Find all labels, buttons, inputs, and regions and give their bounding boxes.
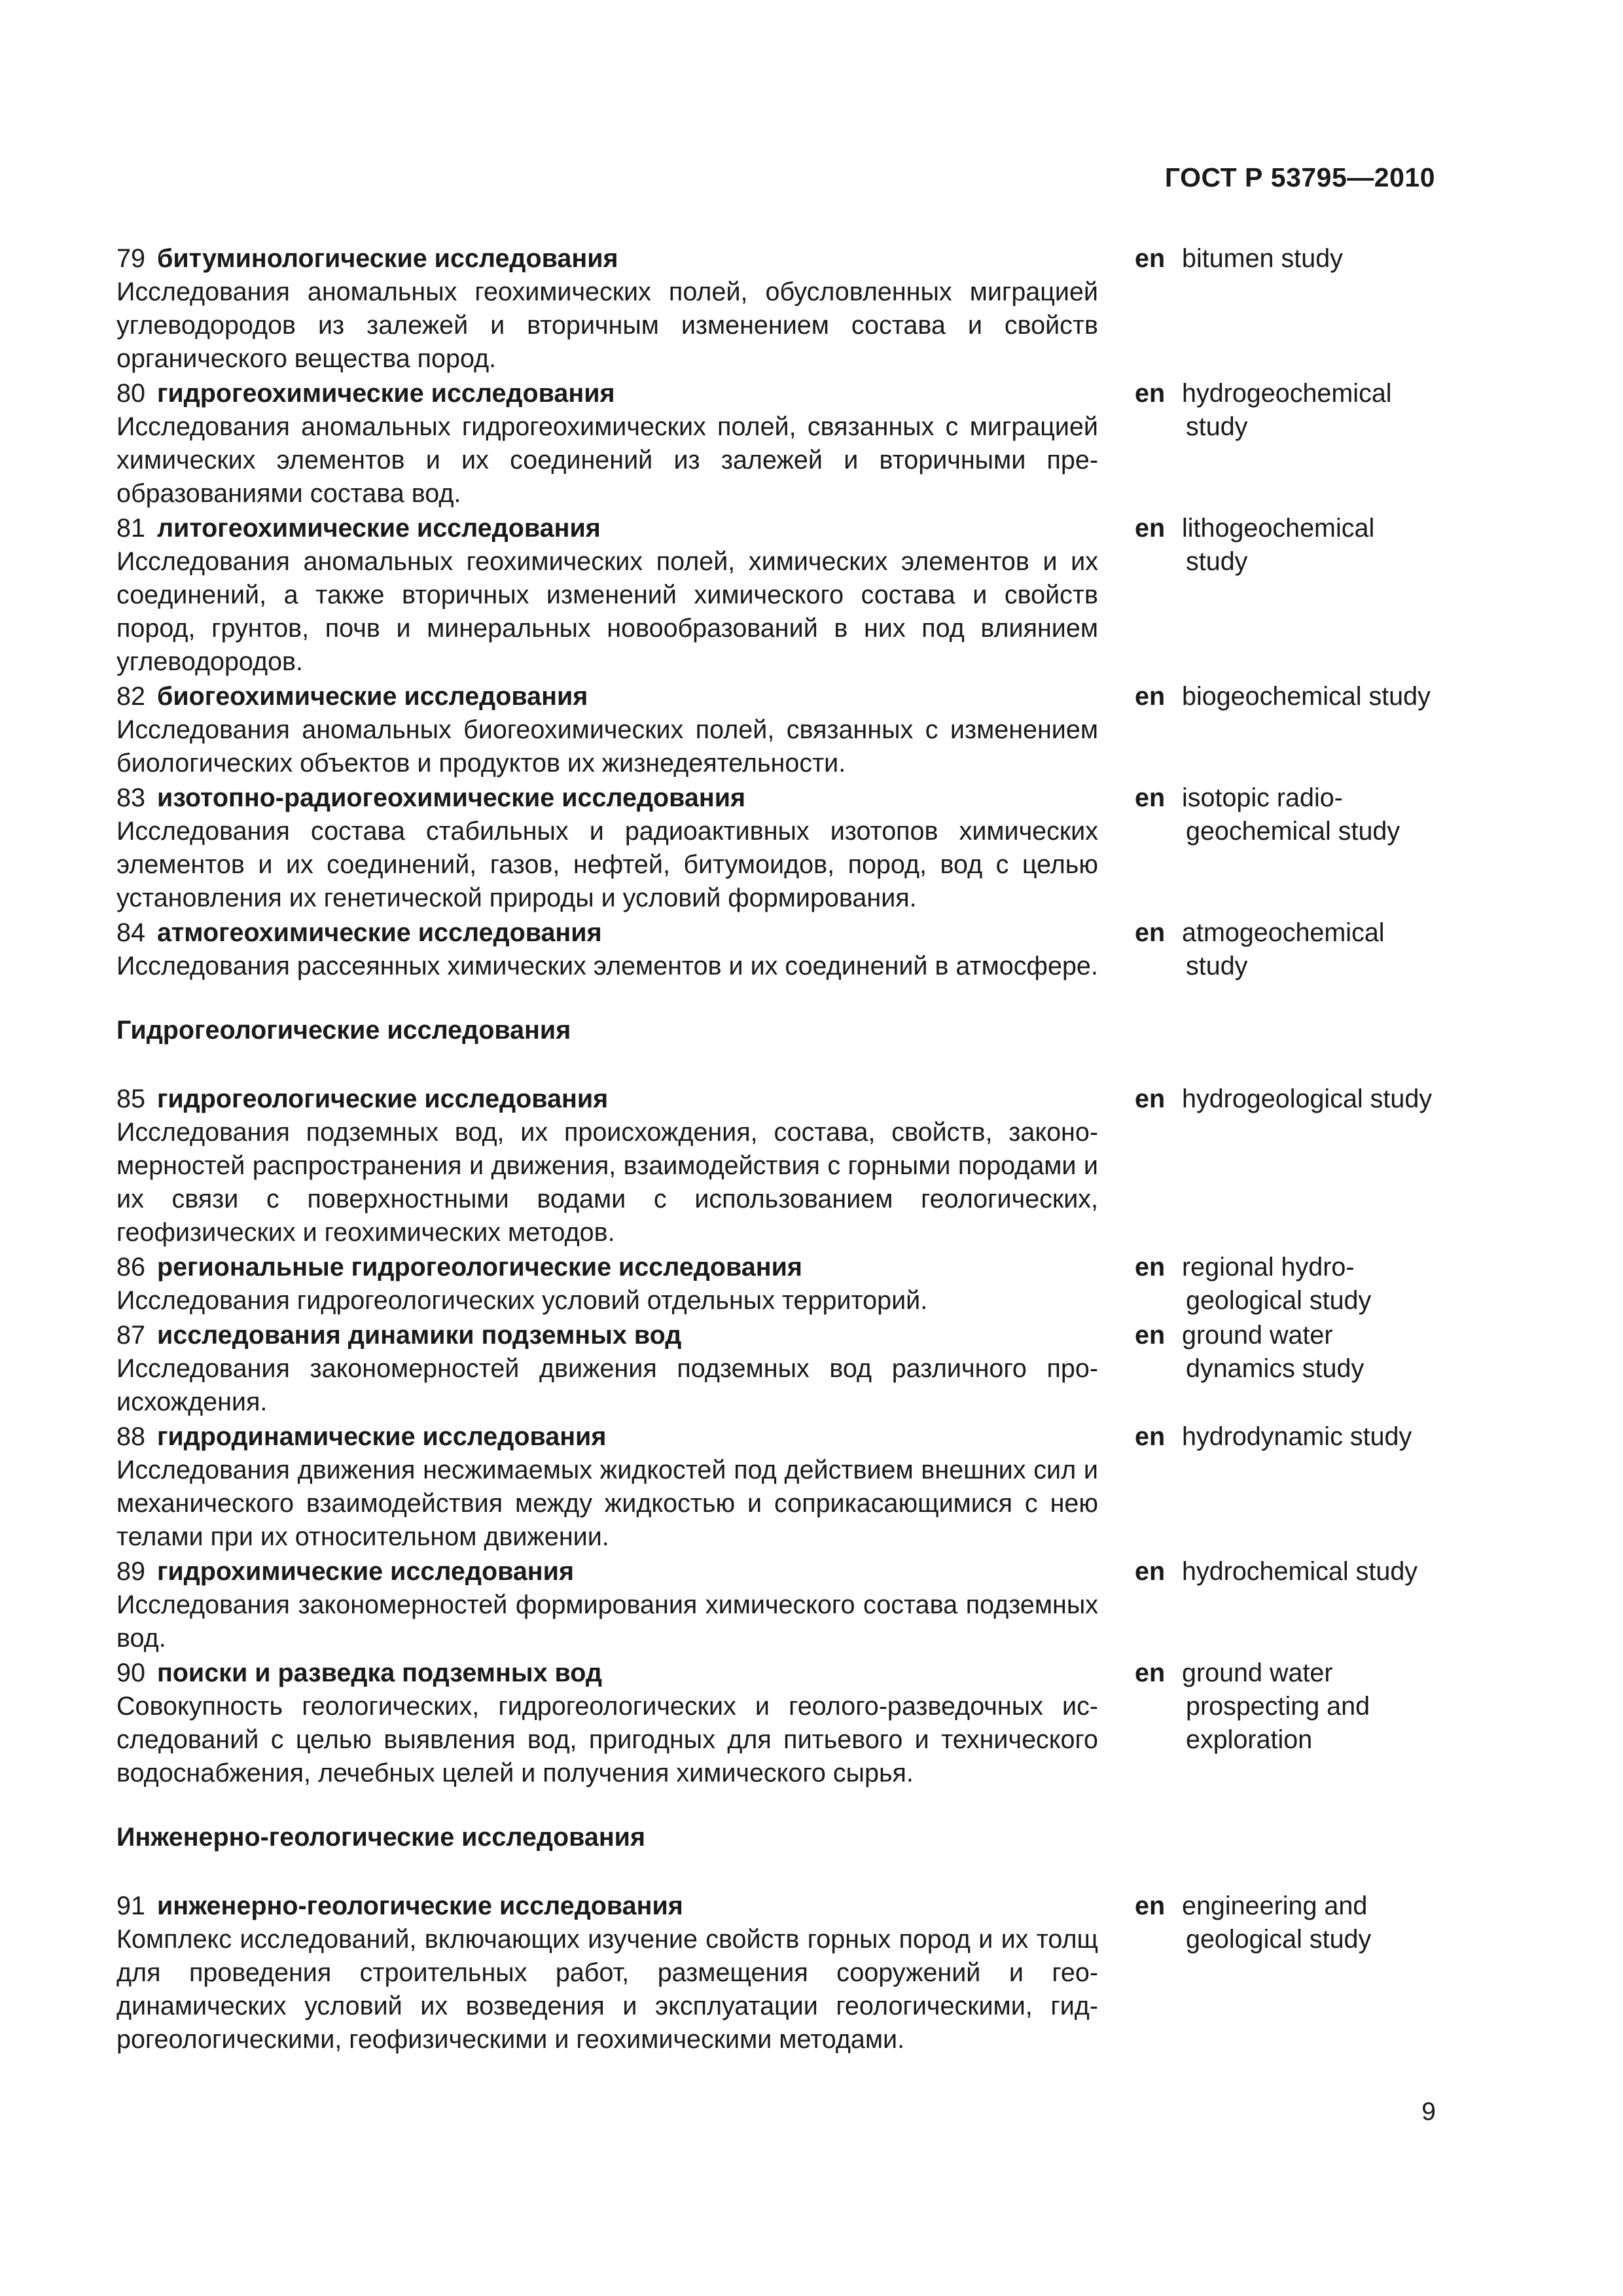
term-title: изотопно-радиогеохимические исследования: [156, 783, 746, 812]
english-term-line: geological study: [1186, 1925, 1372, 1954]
english-term-line: hydrodynamic study: [1182, 1422, 1412, 1451]
term-entry: [116, 242, 1452, 376]
english-term-line: geochemical study: [1186, 817, 1400, 846]
term-definition: Комплекс исследований, включающих изучение свойств горных пород и их толщ для проведения строительных работ, размещения сооружений и геодинамических условий их возведения и эксплуатации геологическими, гидрогеологическими, геофизическими и геохимическими методами.: [116, 1925, 1098, 2054]
term-definition: Исследования состава стабильных и радиоактивных изотопов химических элементов и их соединений, газов, нефтей, битумоидов, пород, вод с целью установления их генетической природы и условий формирования.: [116, 817, 1098, 912]
term-entry: [116, 1420, 1452, 1554]
term-title: гидрогеологические исследования: [156, 1085, 609, 1113]
english-term-line: ground water: [1182, 1321, 1333, 1350]
term-number: 89: [116, 1557, 145, 1586]
term-definition: Исследования гидрогеологических условий отдельных территорий.: [116, 1286, 928, 1315]
term-number: 85: [116, 1085, 145, 1113]
term-title: поиски и разведка подземных вод: [156, 1659, 602, 1687]
term-number: 88: [116, 1422, 145, 1451]
term-entry: [116, 916, 1452, 983]
english-equivalent: [1135, 1251, 1452, 1318]
english-term: [1182, 377, 1452, 511]
english-term: [1182, 680, 1452, 780]
term-title: гидрогеохимические исследования: [156, 379, 615, 408]
term-entry: [116, 1251, 1452, 1318]
term-title: атмогеохимические исследования: [156, 918, 602, 947]
term-definition: Исследования аномальных гидрогеохимических полей, связанных с миграцией химических элементов и их соединений из залежей и вторичными преобразованиями состава вод.: [116, 412, 1098, 508]
term-definition: Исследования закономерностей движения подземных вод различного происхождения.: [116, 1354, 1098, 1416]
english-term-line: engineering and: [1182, 1892, 1368, 1920]
term-title: литогеохимические исследования: [156, 514, 601, 543]
term-number: 81: [116, 514, 145, 543]
english-term: [1182, 1555, 1452, 1655]
term-number: 84: [116, 918, 145, 947]
language-code: en: [1135, 379, 1166, 408]
english-equivalent: [1135, 781, 1452, 915]
term-body: [116, 1251, 1098, 1318]
term-definition: Исследования подземных вод, их происхождения, состава, свойств, закономерностей распространения и движения, взаимодействия с горными породами и их связи с поверхностными водами с использованием геологических, геофизических и геохимических методов.: [116, 1118, 1098, 1247]
term-definition: Исследования рассеянных химических элементов и их соединений в атмосфере.: [116, 952, 1098, 980]
english-term-line: ground water: [1182, 1659, 1333, 1687]
term-title: гидрохимические исследования: [156, 1557, 574, 1586]
english-term-line: bitumen study: [1182, 244, 1343, 273]
term-number: 82: [116, 682, 145, 711]
term-number: 79: [116, 244, 145, 273]
english-term: [1182, 916, 1452, 983]
english-term: [1182, 781, 1452, 915]
english-equivalent: [1135, 916, 1452, 983]
english-equivalent: [1135, 377, 1452, 511]
term-entry: [116, 512, 1452, 679]
english-equivalent: [1135, 512, 1452, 679]
english-term-line: lithogeochemical: [1182, 514, 1375, 543]
language-code: en: [1135, 1085, 1166, 1113]
term-body: [116, 781, 1098, 915]
term-title: исследования динамики подземных вод: [156, 1321, 682, 1350]
term-body: [116, 1555, 1098, 1655]
english-term-line: prospecting and: [1186, 1692, 1370, 1721]
language-code: en: [1135, 783, 1166, 812]
term-entry: [116, 781, 1452, 915]
term-body: [116, 680, 1098, 780]
term-number: 83: [116, 783, 145, 812]
term-entry: [116, 1555, 1452, 1655]
section-heading: Инженерно-геологические исследования: [116, 1823, 646, 1852]
english-term: [1182, 1251, 1452, 1318]
term-title: региональные гидрогеологические исследования: [156, 1253, 802, 1282]
english-term: [1182, 1083, 1452, 1249]
term-definition: Исследования движения несжимаемых жидкостей под действием внешних сил и механического взаимодействия между жидкостью и соприкасающимися с нею телами при их относительном движении.: [116, 1456, 1098, 1551]
english-term-line: atmogeochemical: [1182, 918, 1385, 947]
term-entry: [116, 1319, 1452, 1419]
term-body: [116, 1890, 1098, 2056]
language-code: en: [1135, 244, 1166, 273]
english-term: [1182, 242, 1452, 376]
english-equivalent: [1135, 680, 1452, 780]
english-term-line: study: [1186, 952, 1248, 980]
term-entry: [116, 1083, 1452, 1249]
term-number: 90: [116, 1659, 145, 1687]
term-body: [116, 1083, 1098, 1249]
english-equivalent: [1135, 1083, 1452, 1249]
term-number: 91: [116, 1892, 145, 1920]
language-code: en: [1135, 1892, 1166, 1920]
term-body: [116, 916, 1098, 983]
language-code: en: [1135, 1321, 1166, 1350]
terms-content: [116, 242, 1452, 2058]
term-body: [116, 1319, 1098, 1419]
term-entry: [116, 680, 1452, 780]
term-body: [116, 242, 1098, 376]
term-number: 80: [116, 379, 145, 408]
page-number: 9: [1421, 2098, 1436, 2126]
term-definition: Исследования аномальных геохимических полей, обусловленных миграцией углеводородов из залежей и вторичным изменением состава и свойств органического вещества пород.: [116, 278, 1098, 373]
section-heading: Гидрогеологические исследования: [116, 1016, 571, 1045]
term-entry: [116, 1890, 1452, 2056]
document-header: ГОСТ Р 53795—2010: [1164, 162, 1435, 192]
language-code: en: [1135, 918, 1166, 947]
term-number: 86: [116, 1253, 145, 1282]
english-term-line: study: [1186, 547, 1248, 576]
term-entry: [116, 1657, 1452, 1790]
english-term-line: hydrogeological study: [1182, 1085, 1433, 1113]
english-term: [1182, 1657, 1452, 1790]
english-term-line: biogeochemical study: [1182, 682, 1431, 711]
english-term-line: dynamics study: [1186, 1354, 1364, 1383]
term-entry: [116, 377, 1452, 511]
term-body: [116, 1657, 1098, 1790]
language-code: en: [1135, 514, 1166, 543]
english-term-line: regional hydro-: [1182, 1253, 1355, 1282]
english-equivalent: [1135, 1657, 1452, 1790]
english-term: [1182, 1420, 1452, 1554]
english-term-line: isotopic radio-: [1182, 783, 1343, 812]
english-equivalent: [1135, 1555, 1452, 1655]
english-term-line: exploration: [1186, 1725, 1313, 1754]
english-term: [1182, 1319, 1452, 1419]
term-body: [116, 377, 1098, 511]
language-code: en: [1135, 682, 1166, 711]
english-equivalent: [1135, 242, 1452, 376]
term-definition: Исследования закономерностей формирования химического состава подземных вод.: [116, 1590, 1098, 1653]
term-definition: Исследования аномальных биогеохимических полей, связанных с изменением биологических объектов и продуктов их жизнедеятельности.: [116, 715, 1098, 778]
term-definition: Исследования аномальных геохимических полей, химических элементов и их соединений, а также вторичных изменений химического состава и свойств пород, грунтов, почв и минеральных новообразований в них под влиянием углеводородов.: [116, 547, 1098, 676]
language-code: en: [1135, 1253, 1166, 1282]
language-code: en: [1135, 1659, 1166, 1687]
english-equivalent: [1135, 1420, 1452, 1554]
english-term: [1182, 1890, 1452, 2056]
term-number: 87: [116, 1321, 145, 1350]
english-term-line: study: [1186, 412, 1248, 441]
english-term: [1182, 512, 1452, 679]
english-term-line: hydrogeochemical: [1182, 379, 1392, 408]
term-body: [116, 512, 1098, 679]
english-term-line: hydrochemical study: [1182, 1557, 1418, 1586]
term-title: биогеохимические исследования: [156, 682, 588, 711]
english-equivalent: [1135, 1319, 1452, 1419]
term-body: [116, 1420, 1098, 1554]
term-title: битуминологические исследования: [156, 244, 618, 273]
term-definition: Совокупность геологических, гидрогеологических и геолого-разведочных исследований с целью выявления вод, пригодных для питьевого и технического водоснабжения, лечебных целей и получения химического сырья.: [116, 1692, 1098, 1787]
language-code: en: [1135, 1422, 1166, 1451]
term-title: гидродинамические исследования: [156, 1422, 607, 1451]
language-code: en: [1135, 1557, 1166, 1586]
english-term-line: geological study: [1186, 1286, 1372, 1315]
english-equivalent: [1135, 1890, 1452, 2056]
term-title: инженерно-геологические исследования: [156, 1892, 683, 1920]
